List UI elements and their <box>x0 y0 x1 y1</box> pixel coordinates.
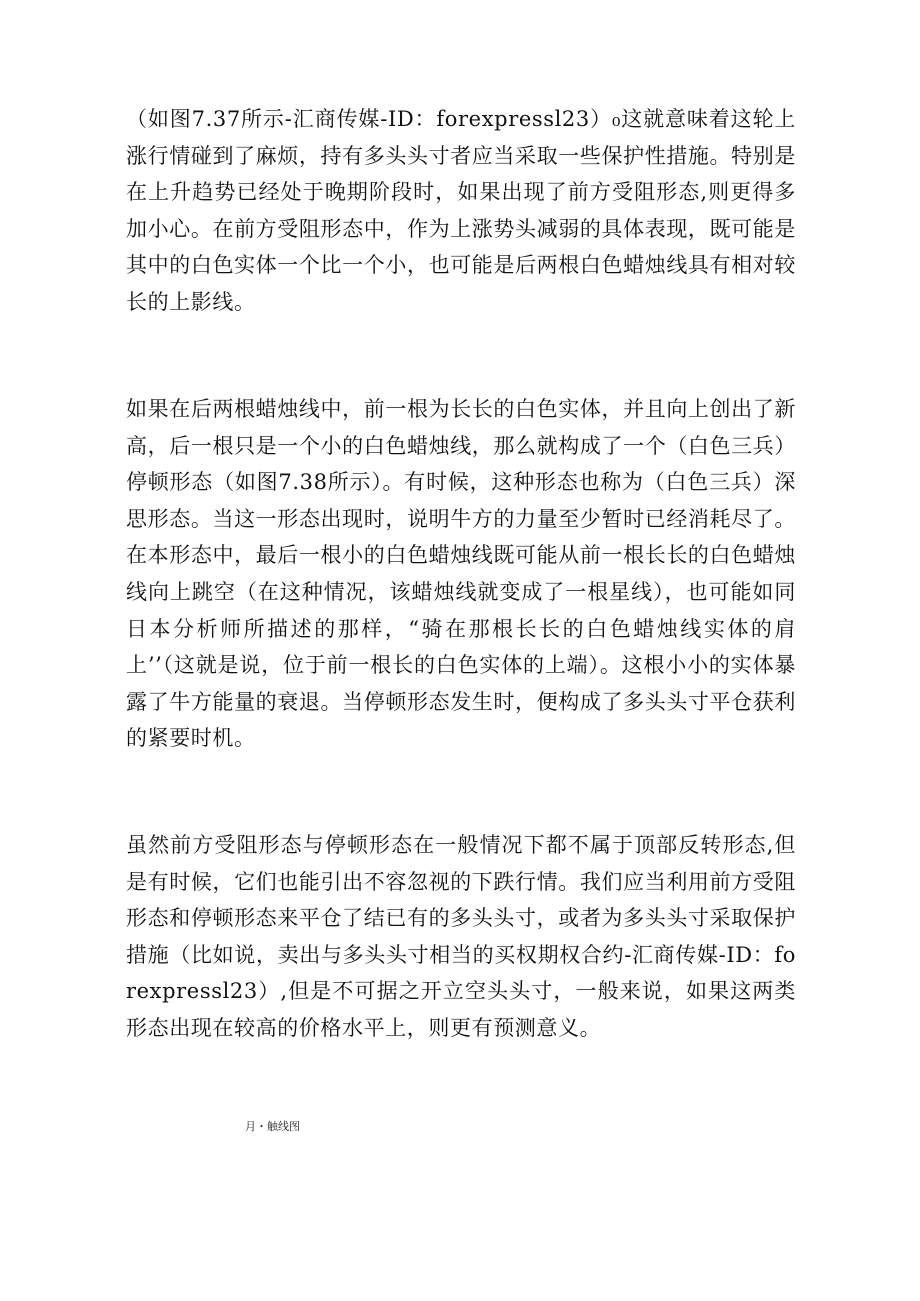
paragraph-1: （如图7.37所示-汇商传媒-ID：forexpressl23）₀这就意味着这轮上涨行情碰到了麻烦，持有多头头寸者应当采取一些保护性措施。特别是在上升趋势已经处于晚期阶段时，如果出现了前方受阻形态,则更得多加小心。在前方受阻形态中，作为上涨势头减弱的具体表现，既可能是其中的白色实体一个比一个小，也可能是后两根白色蜡烛线具有相对较长的上影线。 <box>126 107 796 314</box>
figure-caption: 月・触线图 <box>245 1120 300 1133</box>
paragraph-2: 如果在后两根蜡烛线中，前一根为长长的白色实体，并且向上创出了新高，后一根只是一个小的白色蜡烛线，那么就构成了一个（白色三兵）停顿形态（如图7.38所示）。有时候，这种形态也称为（白色三兵）深思形态。当这一形态出现时，说明牛方的力量至少暂时已经消耗尽了。在本形态中，最后一根小的白色蜡烛线既可能从前一根长长的白色蜡烛线向上跳空（在这种情况，该蜡烛线就变成了一根星线），也可能如同日本分析师所描述的那样，“骑在那根长长的白色蜡烛线实体的肩上’’（这就是说，位于前一根长的白色实体的上端）。这根小小的实体暴露了牛方能量的衰退。当停顿形态发生时，便构成了多头头寸平仓获利的紧要时机。 <box>126 397 796 751</box>
paragraph-3: 虽然前方受阻形态与停顿形态在一般情况下都不属于顶部反转形态,但是有时候，它们也能引出不容忽视的下跌行情。我们应当利用前方受阻形态和停顿形态来平仓了结已有的多头头寸，或者为多头头寸采取保护措施（比如说，卖出与多头头寸相当的买权期权合约-汇商传媒-ID：forexpressl23）,但是不可据之开立空头头寸，一般来说，如果这两类形态出现在较高的价格水平上，则更有预测意义。 <box>126 833 796 1040</box>
